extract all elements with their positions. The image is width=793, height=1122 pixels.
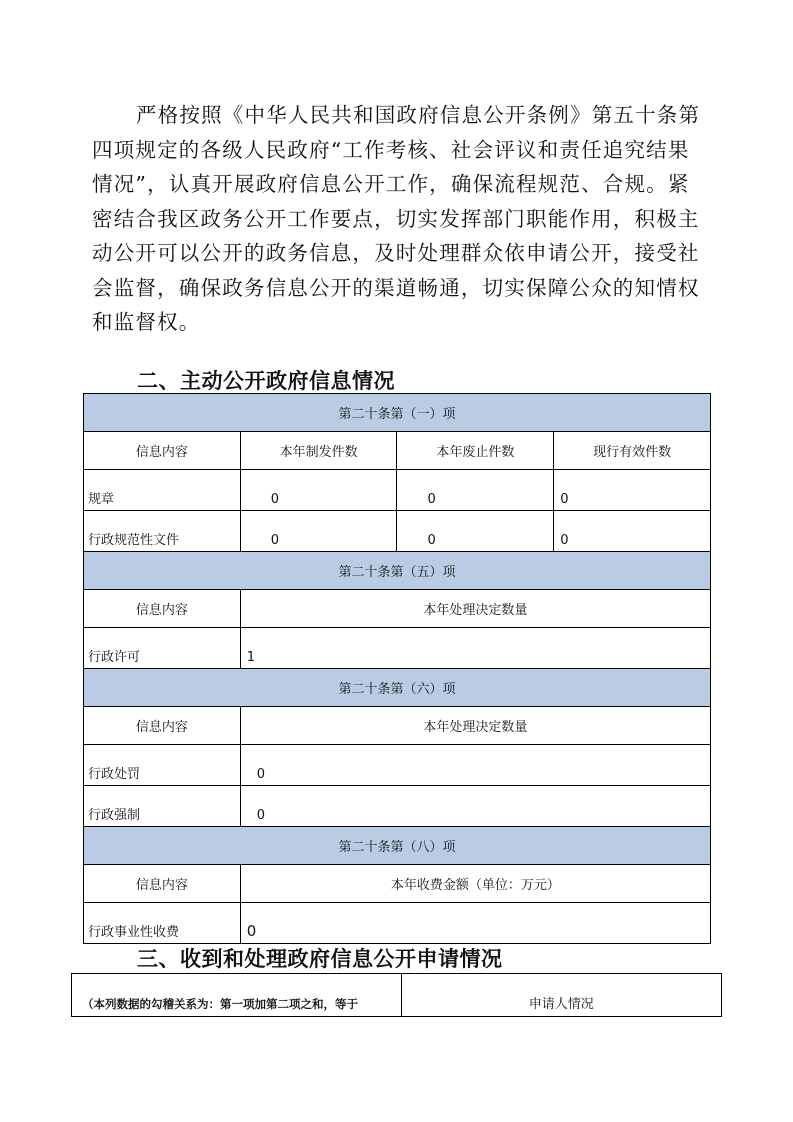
intro-paragraph [92, 98, 704, 340]
article-1-band [84, 394, 711, 432]
table-row [84, 745, 711, 786]
cell-value: 0 [554, 511, 711, 552]
applicant-situation-header: 申请人情况 [401, 974, 722, 1017]
table-row [84, 903, 711, 944]
column-header: 本年收费金额（单位：万元） [240, 865, 710, 903]
row-label: 行政处罚 [84, 745, 241, 786]
cell-value: 0 [240, 470, 397, 511]
intro-text: 严格按照《中华人民共和国政府信息公开条例》第五十条第四项规定的各级人民政府“工作考核、社会评议和责任追究结果情况”，认真开展政府信息公开工作，确保流程规范、合规。紧密结合我区政务公开工作要点，切实发挥部门职能作用，积极主动公开可以公开的政务信息，及时处理群众依申请公开，接受社会监督，确保政务信息公开的渠道畅通，切实保障公众的知情权和监督权。 [92, 103, 701, 334]
row-label: 行政许可 [84, 628, 241, 669]
table-row [84, 470, 711, 511]
cell-value: 1 [240, 628, 710, 669]
article-5-title: 第二十条第（五）项 [84, 552, 711, 590]
column-header: 信息内容 [84, 590, 241, 628]
reconciliation-note: （本列数据的勾稽关系为：第一项加第二项之和，等于 [72, 974, 402, 1017]
cell-value: 0 [554, 470, 711, 511]
row-label: 行政规范性文件 [84, 511, 241, 552]
article-1-header-row [84, 432, 711, 470]
application-table [71, 973, 722, 1017]
article-1-title: 第二十条第（一）项 [84, 394, 711, 432]
cell-value: 0 [240, 903, 710, 944]
column-header: 本年处理决定数量 [240, 707, 710, 745]
article-8-title: 第二十条第（八）项 [84, 827, 711, 865]
cell-value: 0 [240, 786, 710, 827]
column-header: 信息内容 [84, 432, 241, 470]
section-3-title: 三、收到和处理政府信息公开申请情况 [137, 947, 503, 971]
column-header: 信息内容 [84, 865, 241, 903]
table-row [84, 786, 711, 827]
row-label: 行政强制 [84, 786, 241, 827]
cell-value: 0 [240, 745, 710, 786]
row-label: 规章 [84, 470, 241, 511]
cell-value: 0 [397, 511, 554, 552]
article-6-title: 第二十条第（六）项 [84, 669, 711, 707]
column-header: 现行有效件数 [554, 432, 711, 470]
article-8-band [84, 827, 711, 865]
section-2-title: 二、主动公开政府信息情况 [137, 369, 395, 393]
column-header: 信息内容 [84, 707, 241, 745]
cell-value: 0 [397, 470, 554, 511]
table-row [84, 511, 711, 552]
cell-value: 0 [240, 511, 397, 552]
column-header: 本年制发件数 [240, 432, 397, 470]
article-6-band [84, 669, 711, 707]
proactive-disclosure-table [83, 393, 711, 944]
row-label: 行政事业性收费 [84, 903, 241, 944]
column-header: 本年处理决定数量 [240, 590, 710, 628]
article-8-header-row [84, 865, 711, 903]
article-5-band [84, 552, 711, 590]
table-row [84, 628, 711, 669]
column-header: 本年废止件数 [397, 432, 554, 470]
table-row [72, 974, 722, 1017]
article-6-header-row [84, 707, 711, 745]
article-5-header-row [84, 590, 711, 628]
